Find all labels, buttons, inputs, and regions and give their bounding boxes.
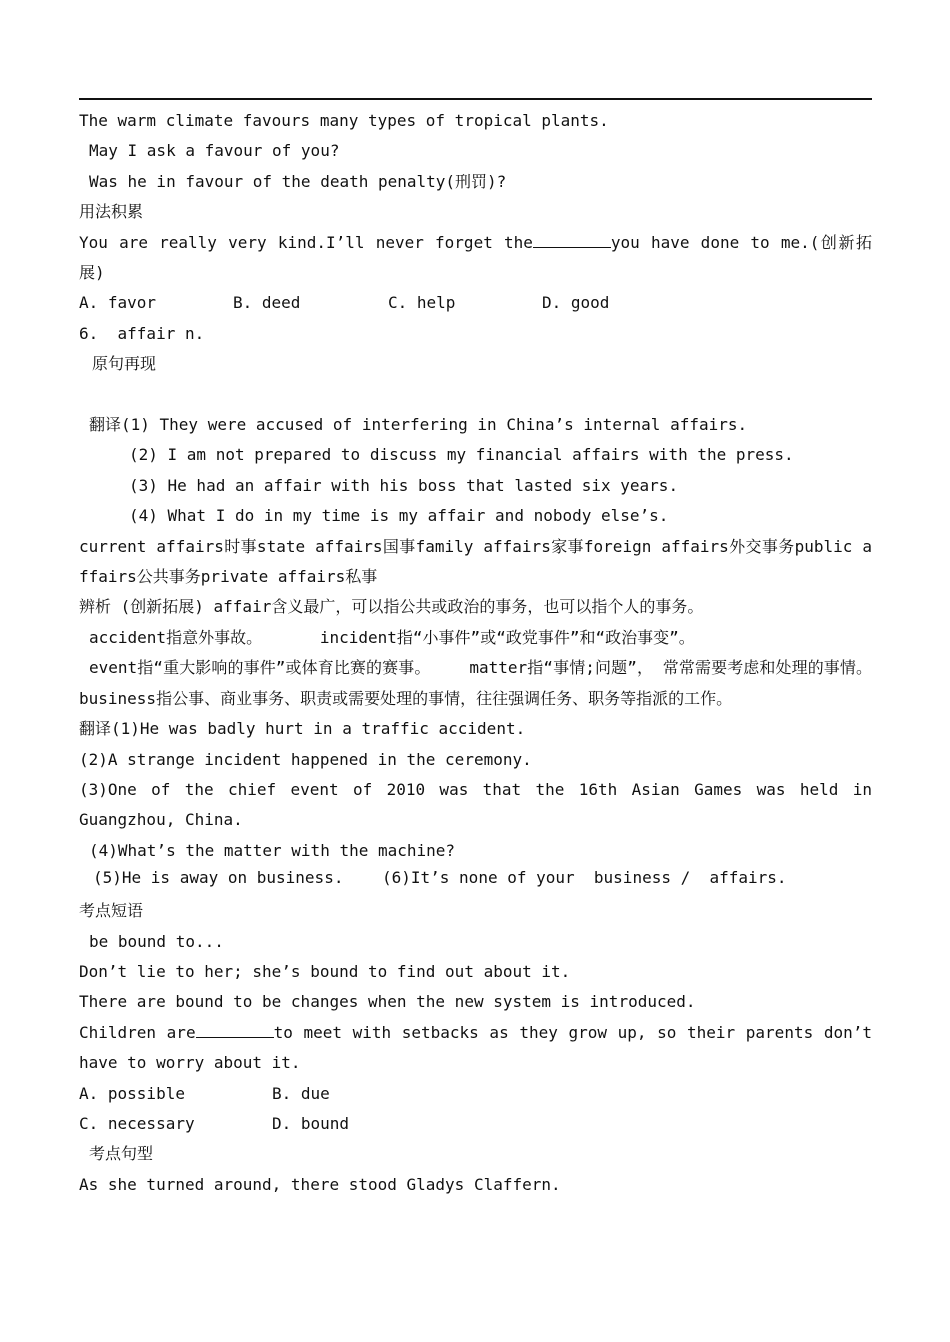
- discrimination-note: accident指意外事故。 incident指“小事件”或“政党事件”和“政治事变”。: [89, 627, 695, 647]
- section-heading: 考点短语: [79, 901, 144, 921]
- option-b: B. due: [272, 1083, 330, 1103]
- example-sentence: The warm climate favours many types of tropical plants.: [79, 111, 609, 130]
- translation-item: (4) What I do in my time is my affair and nobody else’s.: [129, 506, 669, 526]
- option-c: C. help: [388, 293, 456, 313]
- vocab-heading: 6. affair n.: [79, 323, 205, 343]
- exercise-question: [79, 228, 872, 289]
- section-heading: 用法积累: [79, 202, 144, 222]
- phrase-heading: be bound to...: [89, 931, 224, 951]
- exercise-question: [79, 1018, 872, 1079]
- translation-item: (2) I am not prepared to discuss my financial affairs with the press.: [129, 445, 794, 465]
- translation-item: (3) He had an affair with his boss that lasted six years.: [129, 475, 679, 495]
- document-body: [79, 106, 882, 1200]
- answer-options: [79, 1109, 872, 1139]
- translation-item: 翻译(1) They were accused of interfering in China’s internal affairs.: [89, 415, 748, 435]
- header-rule: [79, 98, 872, 100]
- example-sentence: May I ask a favour of you?: [89, 141, 340, 161]
- translation-item: (5)He is away on business. (6)It’s none of your business / affairs.: [93, 868, 787, 888]
- phrase-list: current affairs时事state affairs国事family affairs家事foreign affairs外交事务public affairs公共事务private affairs私事: [79, 536, 872, 587]
- option-d: D. bound: [272, 1113, 350, 1133]
- option-d: D. good: [542, 293, 610, 313]
- question-text: You are really very kind.I’ll never forget the: [79, 232, 533, 252]
- section-heading: 考点句型: [89, 1144, 154, 1164]
- translation-item: (4)What’s the matter with the machine?: [89, 840, 456, 860]
- discrimination-note: event指“重大影响的事件”或体育比赛的赛事。 matter指“事情;问题”， 常常需要考虑和处理的事情。 business指公事、商业事务、职责或需要处理的事情，往往强调任务、职务等指派的工作。: [79, 658, 882, 708]
- discrimination-note: 辨析 (创新拓展) affair含义最广，可以指公共或政治的事务，也可以指个人的事务。: [79, 597, 704, 617]
- option-c: C. necessary: [79, 1113, 195, 1133]
- example-sentence: As she turned around, there stood Gladys Claffern.: [79, 1174, 561, 1194]
- answer-options: [79, 1079, 872, 1109]
- option-a: A. possible: [79, 1083, 185, 1103]
- question-text: Children are: [79, 1022, 196, 1042]
- option-a: A. favor: [79, 293, 157, 313]
- translation-item: (2)A strange incident happened in the ceremony.: [79, 749, 532, 769]
- section-heading: 原句再现: [92, 354, 157, 374]
- answer-options: [79, 288, 872, 318]
- answer-blank: [196, 1023, 274, 1038]
- example-sentence: Was he in favour of the death penalty(刑罚)?: [89, 171, 507, 191]
- answer-blank: [533, 233, 611, 248]
- example-sentence: There are bound to be changes when the new system is introduced.: [79, 992, 696, 1012]
- option-b: B. deed: [233, 293, 301, 313]
- question-text: you have done to me.(创新拓展): [79, 232, 872, 283]
- question-text: to meet with setbacks as they grow up, so their parents don’t have to worry about it.: [79, 1022, 872, 1073]
- translation-item: 翻译(1)He was badly hurt in a traffic accident.: [79, 719, 526, 739]
- translation-item: (3)One of the chief event of 2010 was that the 16th Asian Games was held in Guangzhou, China.: [79, 779, 882, 830]
- example-sentence: Don’t lie to her; she’s bound to find out about it.: [79, 961, 571, 981]
